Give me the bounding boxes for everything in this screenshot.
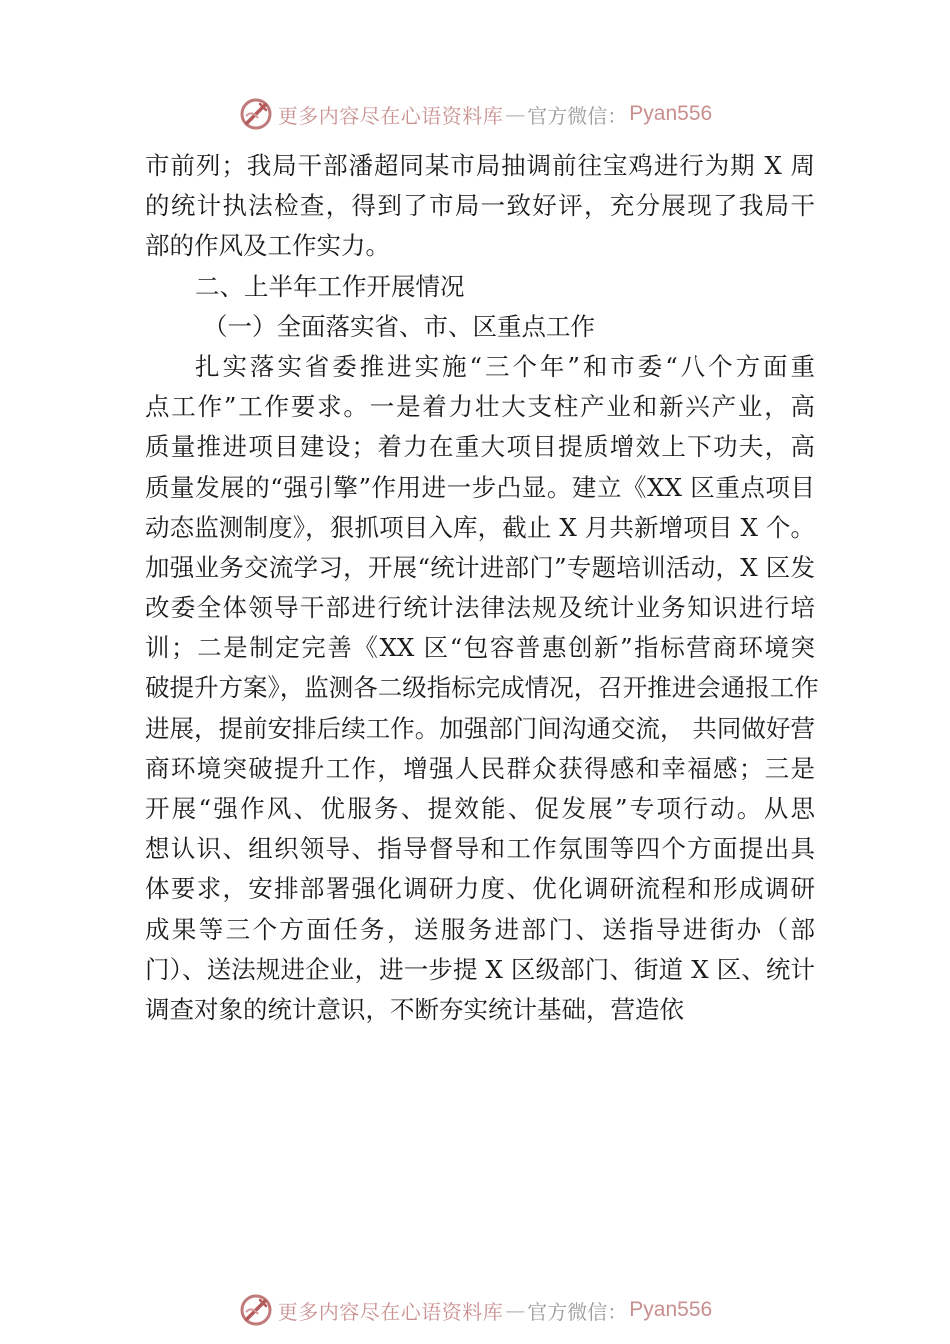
- body-line: 加强业务交流学习，开展“统计进部门”专题培训活动，X 区发: [145, 552, 815, 582]
- body-line: 改委全体领导干部进行统计法律法规及统计业务知识进行培: [145, 593, 815, 623]
- body-line: 部的作风及工作实力。: [145, 231, 390, 261]
- body-line: 的统计执法检查，得到了市局一致好评，充分展现了我局干: [145, 191, 815, 221]
- body-line: 训；二是制定完善《XX 区“包容普惠创新”指标营商环境突: [145, 633, 815, 663]
- watermark-text: 更多内容尽在心语资料库: [277, 1299, 504, 1324]
- watermark-label: 官方微信：: [527, 1299, 628, 1324]
- body-line: 动态监测制度》，狠抓项目入库，截止 X 月共新增项目 X 个。: [145, 512, 815, 542]
- body-line: 调查对象的统计意识，不断夯实统计基础，营造依: [145, 994, 684, 1024]
- body-line: 市前列；我局干部潘超同某市局抽调前往宝鸡进行为期 X 周: [145, 151, 815, 180]
- body-line: 破提升方案》，监测各二级指标完成情况，召开推进会通报工作: [145, 673, 819, 703]
- body-line: 门）、送法规进企业，进一步提 X 区级部门、街道 X 区、统计: [145, 954, 815, 984]
- body-line: 扎实落实省委推进实施“三个年”和市委“八个方面重: [195, 351, 815, 381]
- watermark-separator: —: [505, 102, 526, 126]
- body-line: 进展，提前安排后续工作。加强部门间沟通交流， 共同做好营: [145, 713, 815, 743]
- body-line: 质量推进项目建设；着力在重大项目提质增效上下功夫，高: [145, 432, 815, 462]
- document-body: [145, 146, 819, 1030]
- body-line: 成果等三个方面任务，送服务进部门、送指导进街办（部: [145, 914, 815, 944]
- watermark-label: 官方微信：: [527, 103, 628, 128]
- body-line: 体要求，安排部署强化调研力度、优化调研流程和形成调研: [145, 874, 815, 904]
- body-line: 想认识、组织领导、指导督导和工作氛围等四个方面提出具: [145, 834, 815, 864]
- watermark-separator: —: [505, 1298, 526, 1322]
- header-watermark: [0, 94, 950, 134]
- watermark-id: Pyan556: [629, 102, 713, 125]
- section-heading: 二、上半年工作开展情况: [195, 271, 465, 301]
- body-line: 商环境突破提升工作，增强人民群众获得感和幸福感；三是: [145, 753, 815, 783]
- watermark-text: 更多内容尽在心语资料库: [277, 103, 504, 128]
- watermark-id: Pyan556: [629, 1298, 713, 1321]
- pen-seal-logo-icon: [238, 96, 274, 132]
- body-line: 点工作”工作要求。一是着力壮大支柱产业和新兴产业，高: [145, 392, 815, 422]
- body-line: 质量发展的“强引擎”作用进一步凸显。建立《XX 区重点项目: [145, 472, 815, 502]
- footer-watermark: [0, 1290, 950, 1330]
- body-line: 开展“强作风、优服务、提效能、促发展”专项行动。从思: [145, 794, 815, 823]
- subsection-heading: （一）全面落实省、市、区重点工作: [203, 311, 595, 341]
- pen-seal-logo-icon: [238, 1292, 274, 1328]
